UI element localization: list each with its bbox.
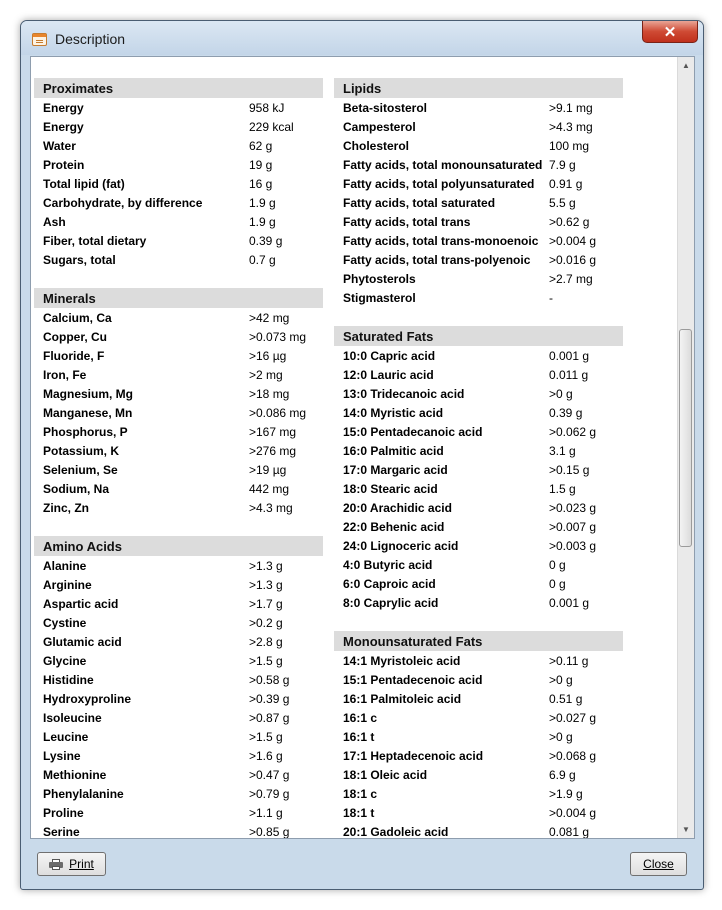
nutrient-name: Fiber, total dietary	[43, 233, 147, 248]
nutrient-name: Arginine	[43, 577, 92, 592]
nutrient-name: Methionine	[43, 767, 107, 782]
nutrient-row	[334, 269, 623, 288]
nutrient-name: 24:0 Lignoceric acid	[343, 538, 459, 553]
nutrient-row	[34, 231, 323, 250]
nutrient-value: 7.9 g	[549, 157, 576, 172]
nutrient-row	[334, 193, 623, 212]
nutrient-row	[34, 632, 323, 651]
nutrient-row	[34, 441, 323, 460]
window-close-button[interactable]: ✕	[642, 21, 698, 43]
nutrient-row	[34, 746, 323, 765]
nutrient-name: Protein	[43, 157, 85, 172]
nutrient-row	[34, 193, 323, 212]
nutrient-value: >0.073 mg	[249, 329, 307, 344]
nutrient-section	[334, 326, 623, 612]
nutrient-name: Leucine	[43, 729, 89, 744]
nutrient-row	[34, 365, 323, 384]
nutrient-name: Alanine	[43, 558, 87, 573]
nutrient-name: Beta-sitosterol	[343, 100, 428, 115]
nutrient-value: >0.62 g	[549, 214, 590, 229]
nutrient-name: 6:0 Caproic acid	[343, 576, 436, 591]
nutrient-name: Energy	[43, 100, 84, 115]
nutrient-row	[34, 384, 323, 403]
nutrient-name: 18:1 c	[343, 786, 378, 801]
nutrient-value: >0.003 g	[549, 538, 597, 553]
nutrient-row	[34, 212, 323, 231]
nutrient-row	[334, 765, 623, 784]
nutrient-name: Aspartic acid	[43, 596, 119, 611]
nutrient-value: 1.9 g	[249, 195, 276, 210]
printer-icon	[49, 859, 63, 870]
nutrient-value: >16 µg	[249, 348, 287, 363]
nutrient-value: >0.062 g	[549, 424, 597, 439]
nutrient-value: >0 g	[549, 729, 573, 744]
nutrient-value: >0.85 g	[249, 824, 290, 839]
nutrient-name: Fatty acids, total trans-polyenoic	[343, 252, 531, 267]
nutrient-name: 8:0 Caprylic acid	[343, 595, 439, 610]
nutrient-value: >1.6 g	[249, 748, 283, 763]
nutrient-name: 14:1 Myristoleic acid	[343, 653, 461, 668]
nutrient-name: 17:0 Margaric acid	[343, 462, 448, 477]
nutrient-row	[34, 174, 323, 193]
nutrient-value: 0 g	[549, 557, 566, 572]
section-header: Monounsaturated Fats	[334, 631, 623, 651]
nutrient-name: Iron, Fe	[43, 367, 87, 382]
nutrient-row	[334, 670, 623, 689]
nutrient-value: 1.5 g	[549, 481, 576, 496]
nutrient-value: >1.9 g	[549, 786, 583, 801]
nutrient-row	[334, 689, 623, 708]
nutrient-name: 15:1 Pentadecenoic acid	[343, 672, 483, 687]
nutrient-name: Campesterol	[343, 119, 416, 134]
nutrient-value: >1.3 g	[249, 577, 283, 592]
nutrient-value: >0.39 g	[249, 691, 290, 706]
nutrient-row	[34, 575, 323, 594]
nutrient-name: 18:1 Oleic acid	[343, 767, 428, 782]
nutrient-value: >0.47 g	[249, 767, 290, 782]
nutrient-name: 16:1 t	[343, 729, 375, 744]
nutrient-name: 16:0 Palmitic acid	[343, 443, 444, 458]
nutrient-value: 0.39 g	[549, 405, 583, 420]
nutrient-name: Fatty acids, total polyunsaturated	[343, 176, 535, 191]
nutrient-value: 1.9 g	[249, 214, 276, 229]
nutrient-value: >0.58 g	[249, 672, 290, 687]
nutrient-row	[334, 365, 623, 384]
nutrient-value: 0.91 g	[549, 176, 583, 191]
nutrient-name: Cystine	[43, 615, 87, 630]
nutrient-value: >2 mg	[249, 367, 283, 382]
nutrient-value: -	[549, 290, 553, 305]
nutrient-name: Glutamic acid	[43, 634, 122, 649]
nutrient-row	[334, 517, 623, 536]
nutrient-row	[334, 384, 623, 403]
nutrient-row	[334, 593, 623, 612]
nutrient-value: >0.016 g	[549, 252, 597, 267]
nutrient-name: 12:0 Lauric acid	[343, 367, 434, 382]
nutrient-name: Lysine	[43, 748, 81, 763]
document-icon	[32, 33, 47, 46]
vertical-scrollbar[interactable]	[677, 57, 694, 838]
nutrient-value: >0.11 g	[549, 653, 589, 668]
nutrient-row	[34, 479, 323, 498]
nutrient-name: Potassium, K	[43, 443, 120, 458]
nutrient-name: Cholesterol	[343, 138, 410, 153]
nutrient-value: >0 g	[549, 386, 573, 401]
nutrient-name: 20:1 Gadoleic acid	[343, 824, 449, 839]
window-title: Description	[55, 31, 126, 47]
section-header: Lipids	[334, 78, 623, 98]
nutrient-row	[34, 346, 323, 365]
nutrient-name: Ash	[43, 214, 66, 229]
nutrient-name: Serine	[43, 824, 80, 839]
section-header: Minerals	[34, 288, 323, 308]
nutrient-row	[34, 460, 323, 479]
nutrient-value: >19 µg	[249, 462, 287, 477]
nutrient-row	[34, 727, 323, 746]
nutrient-value: 0.001 g	[549, 595, 590, 610]
nutrient-name: 22:0 Behenic acid	[343, 519, 445, 534]
nutrient-row	[34, 403, 323, 422]
nutrient-value: >0.15 g	[549, 462, 590, 477]
nutrient-value: >4.3 mg	[249, 500, 293, 515]
scroll-up-arrow-icon[interactable]: ▲	[682, 61, 690, 70]
nutrient-value: >0.086 mg	[249, 405, 307, 420]
nutrient-name: Fatty acids, total trans-monoenoic	[343, 233, 539, 248]
nutrient-name: Isoleucine	[43, 710, 102, 725]
nutrient-value: >167 mg	[249, 424, 297, 439]
nutrient-name: Fatty acids, total trans	[343, 214, 471, 229]
title-bar[interactable]	[21, 21, 703, 55]
description-window	[20, 20, 704, 890]
nutrient-row	[334, 555, 623, 574]
nutrient-value: >1.5 g	[249, 653, 283, 668]
nutrient-name: Total lipid (fat)	[43, 176, 125, 191]
nutrient-value: >0.068 g	[549, 748, 597, 763]
nutrient-row	[334, 727, 623, 746]
nutrient-row	[334, 117, 623, 136]
nutrient-row	[34, 670, 323, 689]
nutrient-row	[334, 288, 623, 307]
nutrient-row	[34, 117, 323, 136]
nutrient-name: Hydroxyproline	[43, 691, 132, 706]
nutrient-name: 18:0 Stearic acid	[343, 481, 438, 496]
nutrient-value: 0.011 g	[549, 367, 589, 382]
nutrient-value: >2.8 g	[249, 634, 283, 649]
nutrient-value: >1.1 g	[249, 805, 283, 820]
nutrient-value: 0.39 g	[249, 233, 283, 248]
nutrient-row	[334, 536, 623, 555]
print-button-label: Print	[69, 857, 94, 871]
nutrient-name: Manganese, Mn	[43, 405, 133, 420]
nutrient-value: >0.2 g	[249, 615, 283, 630]
nutrient-section	[334, 631, 623, 839]
nutrient-row	[334, 346, 623, 365]
nutrient-value: >2.7 mg	[549, 271, 593, 286]
nutrient-value: >0.87 g	[249, 710, 290, 725]
nutrient-name: Energy	[43, 119, 84, 134]
nutrient-value: >0.004 g	[549, 233, 597, 248]
nutrient-name: 13:0 Tridecanoic acid	[343, 386, 465, 401]
nutrient-value: >4.3 mg	[549, 119, 593, 134]
nutrient-row	[334, 212, 623, 231]
nutrient-row	[334, 250, 623, 269]
nutrient-row	[334, 136, 623, 155]
nutrient-name: Fluoride, F	[43, 348, 105, 363]
nutrient-name: Histidine	[43, 672, 94, 687]
nutrient-value: >1.7 g	[249, 596, 283, 611]
nutrient-value: >0.79 g	[249, 786, 290, 801]
nutrient-row	[34, 594, 323, 613]
nutrient-row	[34, 689, 323, 708]
nutrient-name: Copper, Cu	[43, 329, 108, 344]
nutrient-row	[334, 784, 623, 803]
nutrient-value: 958 kJ	[249, 100, 285, 115]
nutrient-name: Phytosterols	[343, 271, 416, 286]
nutrient-name: Stigmasterol	[343, 290, 416, 305]
nutrient-value: 16 g	[249, 176, 273, 191]
nutrient-value: 0.001 g	[549, 348, 590, 363]
nutrient-row	[34, 422, 323, 441]
nutrient-name: 16:1 Palmitoleic acid	[343, 691, 462, 706]
nutrient-name: 10:0 Capric acid	[343, 348, 436, 363]
nutrient-row	[34, 822, 323, 839]
nutrient-value: 229 kcal	[249, 119, 294, 134]
scrollbar-thumb[interactable]	[679, 329, 692, 547]
nutrient-value: >1.3 g	[249, 558, 283, 573]
nutrient-name: Proline	[43, 805, 84, 820]
nutrient-name: Selenium, Se	[43, 462, 118, 477]
nutrient-name: 16:1 c	[343, 710, 378, 725]
nutrient-row	[34, 651, 323, 670]
nutrient-value: 0 g	[549, 576, 566, 591]
nutrient-row	[34, 556, 323, 575]
nutrient-value: >0.027 g	[549, 710, 597, 725]
nutrient-row	[334, 708, 623, 727]
nutrient-section	[34, 536, 323, 839]
nutrient-row	[334, 174, 623, 193]
nutrient-row	[334, 803, 623, 822]
nutrient-row	[34, 784, 323, 803]
nutrient-name: Glycine	[43, 653, 87, 668]
nutrient-name: Fatty acids, total monounsaturated	[343, 157, 543, 172]
nutrient-row	[34, 155, 323, 174]
nutrient-value: >0 g	[549, 672, 573, 687]
nutrient-name: Phosphorus, P	[43, 424, 128, 439]
nutrient-row	[334, 746, 623, 765]
nutrient-value: 100 mg	[549, 138, 590, 153]
nutrient-row	[34, 308, 323, 327]
nutrient-name: Water	[43, 138, 76, 153]
close-button-label: Close	[643, 857, 674, 871]
nutrient-value: 442 mg	[249, 481, 290, 496]
nutrient-value: 19 g	[249, 157, 273, 172]
nutrient-value: >276 mg	[249, 443, 297, 458]
nutrient-row	[334, 403, 623, 422]
nutrient-value: 3.1 g	[549, 443, 576, 458]
nutrient-row	[334, 155, 623, 174]
nutrient-value: >0.007 g	[549, 519, 597, 534]
nutrient-name: 15:0 Pentadecanoic acid	[343, 424, 483, 439]
nutrient-value: 0.7 g	[249, 252, 276, 267]
nutrient-name: Sugars, total	[43, 252, 116, 267]
description-content[interactable]	[30, 56, 695, 839]
nutrient-value: >42 mg	[249, 310, 290, 325]
nutrient-value: 62 g	[249, 138, 273, 153]
nutrient-row	[34, 250, 323, 269]
nutrient-name: Calcium, Ca	[43, 310, 112, 325]
nutrient-row	[334, 574, 623, 593]
nutrient-value: >18 mg	[249, 386, 290, 401]
nutrient-row	[334, 460, 623, 479]
nutrient-row	[334, 479, 623, 498]
nutrient-row	[34, 136, 323, 155]
nutrient-row	[34, 613, 323, 632]
nutrient-name: Sodium, Na	[43, 481, 110, 496]
nutrient-value: >1.5 g	[249, 729, 283, 744]
section-header: Proximates	[34, 78, 323, 98]
nutrient-row	[334, 422, 623, 441]
section-header: Saturated Fats	[334, 326, 623, 346]
nutrient-row	[334, 231, 623, 250]
nutrient-value: >0.023 g	[549, 500, 597, 515]
nutrient-name: Magnesium, Mg	[43, 386, 134, 401]
nutrient-row	[334, 441, 623, 460]
nutrient-name: Carbohydrate, by difference	[43, 195, 203, 210]
nutrient-row	[334, 98, 623, 117]
nutrient-value: 6.9 g	[549, 767, 576, 782]
nutrient-row	[34, 327, 323, 346]
nutrient-value: >9.1 mg	[549, 100, 593, 115]
right-column	[334, 78, 623, 839]
close-button[interactable]	[630, 852, 687, 876]
nutrient-name: Zinc, Zn	[43, 500, 89, 515]
scroll-down-arrow-icon[interactable]: ▼	[682, 825, 690, 834]
nutrient-row	[34, 765, 323, 784]
nutrient-row	[34, 708, 323, 727]
nutrient-row	[334, 822, 623, 839]
nutrient-value: 0.081 g	[549, 824, 590, 839]
nutrient-value: >0.004 g	[549, 805, 597, 820]
nutrient-row	[334, 498, 623, 517]
nutrient-row	[334, 651, 623, 670]
print-button[interactable]	[37, 852, 106, 876]
nutrient-name: Phenylalanine	[43, 786, 124, 801]
nutrient-value: 0.51 g	[549, 691, 583, 706]
nutrient-name: 20:0 Arachidic acid	[343, 500, 452, 515]
nutrient-name: 4:0 Butyric acid	[343, 557, 433, 572]
left-column	[34, 78, 323, 839]
nutrient-value: 5.5 g	[549, 195, 576, 210]
nutrient-row	[34, 498, 323, 517]
nutrient-name: Fatty acids, total saturated	[343, 195, 496, 210]
nutrient-section	[334, 78, 623, 307]
nutrient-row	[34, 803, 323, 822]
nutrient-name: 18:1 t	[343, 805, 375, 820]
nutrient-section	[34, 78, 323, 269]
nutrient-name: 14:0 Myristic acid	[343, 405, 444, 420]
section-header: Amino Acids	[34, 536, 323, 556]
nutrient-section	[34, 288, 323, 517]
nutrient-name: 17:1 Heptadecenoic acid	[343, 748, 484, 763]
nutrient-row	[34, 98, 323, 117]
